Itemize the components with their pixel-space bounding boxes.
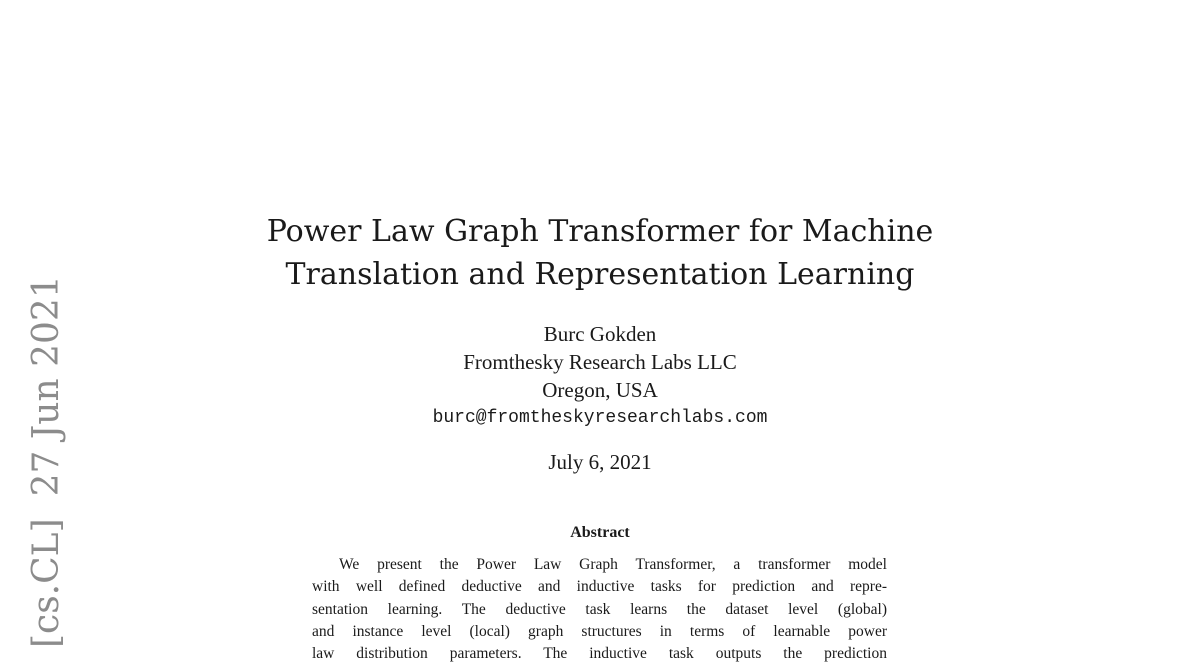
title-line-1: Power Law Graph Transformer for Machine [266,214,934,249]
abstract-body [312,554,887,665]
abstract-line: law distribution parameters. The inductive task outputs the prediction [312,645,887,663]
abstract-line: sentation learning. The deductive task learns the dataset level (global) [312,600,887,618]
arxiv-category: [cs.CL] [26,518,67,648]
author-email: burc@fromtheskyresearchlabs.com [432,408,768,428]
title-block [0,210,1200,296]
arxiv-date: 27 Jun 2021 [26,275,67,497]
paper-title [0,210,1200,296]
abstract-line: and instance level (local) graph structures in terms of learnable power [312,622,887,640]
title-line-2: Translation and Representation Learning [285,257,915,292]
author-location: Oregon, USA [542,378,658,402]
paper-date: July 6, 2021 [548,450,652,474]
author-affiliation: Fromthesky Research Labs LLC [463,350,737,374]
abstract-heading: Abstract [570,524,630,541]
author-block [0,320,1200,432]
abstract-line: We present the Power Law Graph Transformer, a transformer model [339,556,887,573]
author-name: Burc Gokden [543,322,657,346]
abstract-line: with well defined deductive and inductive tasks for prediction and repre- [312,578,887,596]
